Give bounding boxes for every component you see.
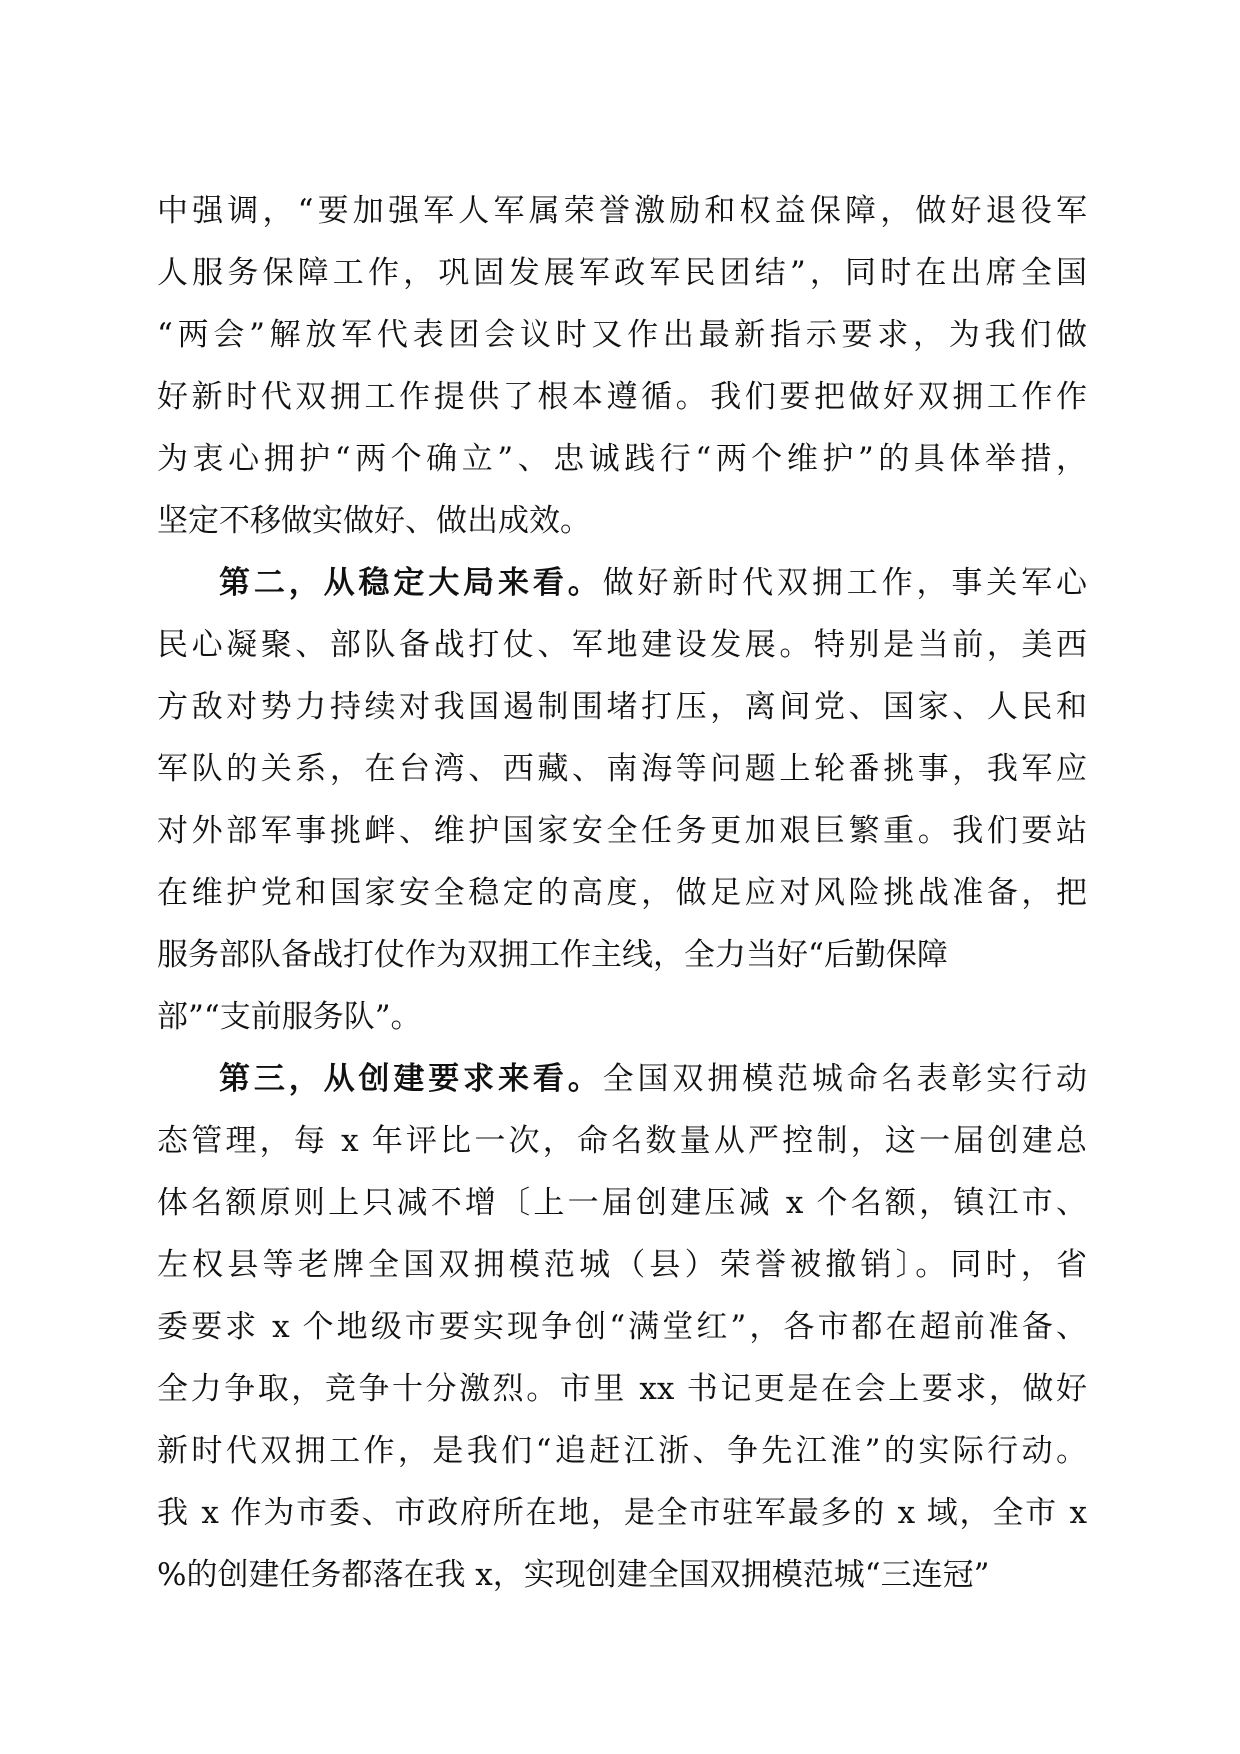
text-line: 服务部队备战打仗作为双拥工作主线，全力当好“后勤保障 [157, 937, 948, 973]
text-line: 坚定不移做实做好、做出成效。 [157, 503, 591, 539]
heading-line-rest: 全国双拥模范城命名表彰实行动 [602, 1061, 1087, 1097]
paragraph-3 [157, 1048, 1087, 1606]
heading-line-rest: 做好新时代双拥工作，事关军心 [602, 565, 1087, 601]
paragraph-2 [157, 552, 1087, 1048]
text-line: 全力争取，竞争十分激烈。市里 xx 书记更是在会上要求，做好 [157, 1371, 1087, 1407]
text-line: 新时代双拥工作，是我们“追赶江浙、争先江淮”的实际行动。 [157, 1433, 1087, 1469]
text-line: 部”“支前服务队”。 [157, 999, 422, 1035]
text-line: “两会”解放军代表团会议时又作出最新指示要求，为我们做 [157, 317, 1087, 353]
text-line: 好新时代双拥工作提供了根本遵循。我们要把做好双拥工作作 [157, 379, 1087, 415]
text-line: 方敌对势力持续对我国遏制围堵打压，离间党、国家、人民和 [157, 689, 1087, 725]
text-line: 中强调，“要加强军人军属荣誉激励和权益保障，做好退役军 [157, 193, 1087, 229]
text-line: 左权县等老牌全国双拥模范城（县）荣誉被撤销〕。同时，省 [157, 1247, 1087, 1283]
section-heading: 第三，从创建要求来看。 [219, 1061, 603, 1097]
text-line: 对外部军事挑衅、维护国家安全任务更加艰巨繁重。我们要站 [157, 813, 1087, 849]
text-line: 态管理，每 x 年评比一次，命名数量从严控制，这一届创建总 [157, 1123, 1087, 1159]
text-line [157, 1048, 1087, 1110]
text-line: 民心凝聚、部队备战打仗、军地建设发展。特别是当前，美西 [157, 627, 1087, 663]
text-line: %的创建任务都落在我 x，实现创建全国双拥模范城“三连冠” [157, 1557, 990, 1593]
text-line: 为衷心拥护“两个确立”、忠诚践行“两个维护”的具体举措， [157, 441, 1087, 477]
text-line: 在维护党和国家安全稳定的高度，做足应对风险挑战准备，把 [157, 875, 1087, 911]
text-line: 人服务保障工作，巩固发展军政军民团结”，同时在出席全国 [157, 255, 1087, 291]
paragraph-1 [157, 180, 1087, 552]
document-body [157, 180, 1087, 1606]
text-line: 体名额原则上只减不增〔上一届创建压减 x 个名额，镇江市、 [157, 1185, 1087, 1221]
text-line: 委要求 x 个地级市要实现争创“满堂红”，各市都在超前准备、 [157, 1309, 1087, 1345]
text-line: 我 x 作为市委、市政府所在地，是全市驻军最多的 x 域，全市 x [157, 1495, 1087, 1531]
text-line [157, 552, 1087, 614]
text-line: 军队的关系，在台湾、西藏、南海等问题上轮番挑事，我军应 [157, 751, 1087, 787]
section-heading: 第二，从稳定大局来看。 [219, 565, 603, 601]
